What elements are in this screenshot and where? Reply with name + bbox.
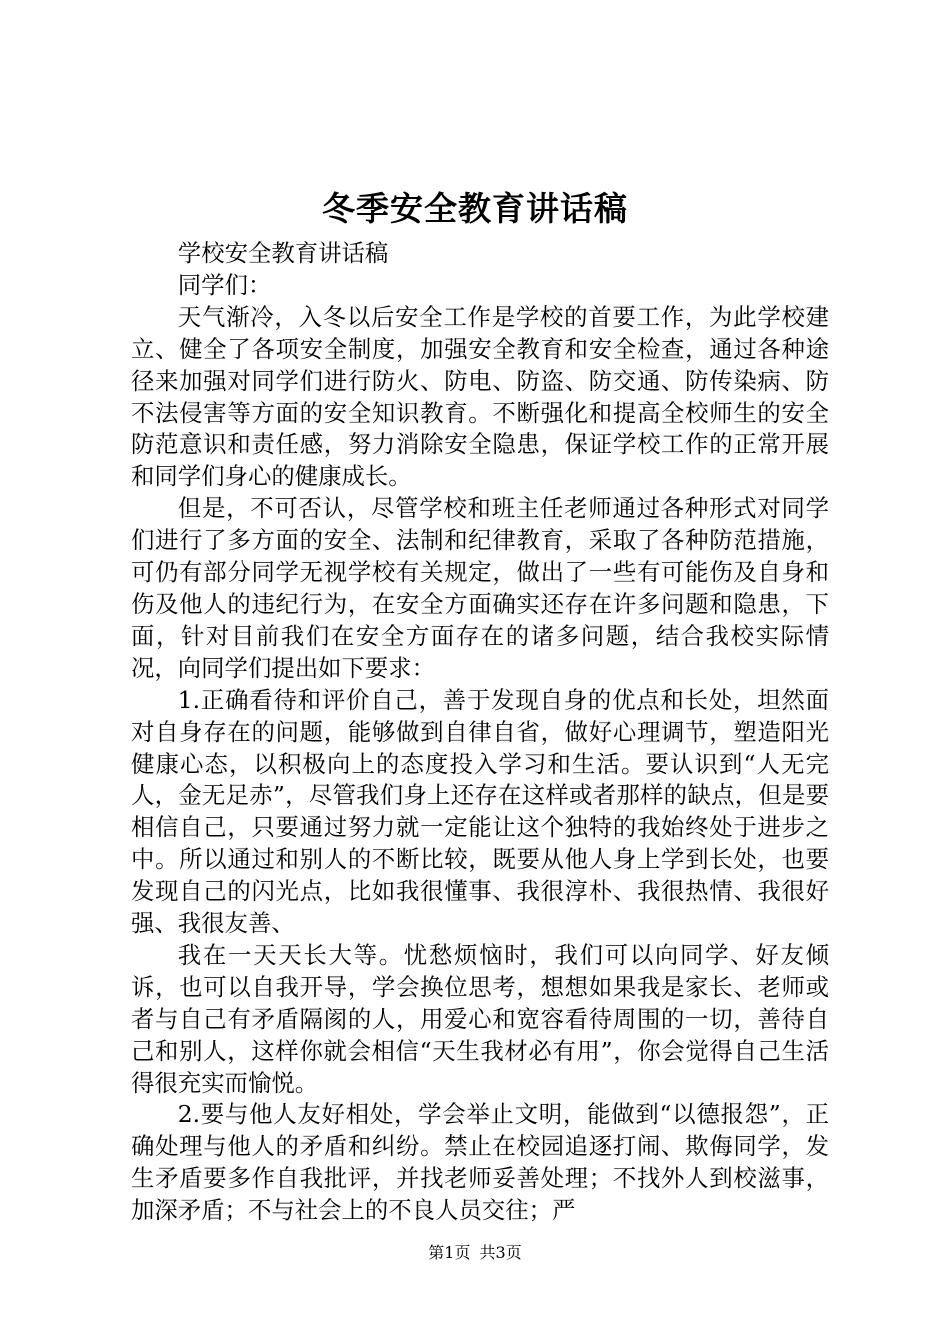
page-total: 共3页: [479, 1243, 522, 1262]
subtitle-line: 学校安全教育讲话稿: [177, 239, 389, 267]
paragraph: 2.要与他人友好相处，学会举止文明，能做到“以德报怨”，正确处理与他人的矛盾和纠纷。禁止在校园追逐打闹、欺侮同学，发生矛盾要多作自我批评，并找老师妥善处理；不找外人到校滋事，加深矛盾；不与社会上的不良人员交往；严: [131, 1100, 829, 1225]
document-body: [131, 238, 829, 1227]
salutation: 同学们：: [177, 270, 272, 299]
paragraph: 但是，不可否认，尽管学校和班主任老师通过各种形式对同学们进行了多方面的安全、法制和纪律教育，采取了各种防范措施，可仍有部分同学无视学校有关规定，做出了一些有可能伤及自身和伤及他人的违纪行为，在安全方面确实还存在许多问题和隐患，下面，针对目前我们在安全方面存在的诸多问题，结合我校实际情况，向同学们提出如下要求：: [131, 494, 829, 682]
paragraph: 我在一天天长大等。忧愁烦恼时，我们可以向同学、好友倾诉，也可以自我开导，学会换位思考，想想如果我是家长、老师或者与自己有矛盾隔阂的人，用爱心和宽容看待周围的一切，善待自己和别人，这样你就会相信“天生我材必有用”，你会觉得自己生活得很充实而愉悦。: [131, 940, 829, 1097]
paragraph: 天气渐冷，入冬以后安全工作是学校的首要工作，为此学校建立、健全了各项安全制度，加强安全教育和安全检查，通过各种途径来加强对同学们进行防火、防电、防盗、防交通、防传染病、防不法侵害等方面的安全知识教育。不断强化和提高全校师生的安全防范意识和责任感，努力消除安全隐患，保证学校工作的正常开展和同学们身心的健康成长。: [131, 302, 829, 491]
document-title: 冬季安全教育讲话稿: [322, 189, 628, 228]
page-number: 第1页: [428, 1243, 471, 1262]
page-footer: [0, 1241, 950, 1265]
paragraph: 1.正确看待和评价自己，善于发现自身的优点和长处，坦然面对自身存在的问题，能够做到自律自省，做好心理调节，塑造阳光健康心态，以积极向上的态度投入学习和生活。要认识到“人无完人，金无足赤”，尽管我们身上还存在这样或者那样的缺点，但是要相信自己，只要通过努力就一定能让这个独特的我始终处于进步之中。所以通过和别人的不断比较，既要从他人身上学到长处，也要发现自己的闪光点，比如我很懂事、我很淳朴、我很热情、我很好强、我很友善、: [131, 685, 829, 938]
